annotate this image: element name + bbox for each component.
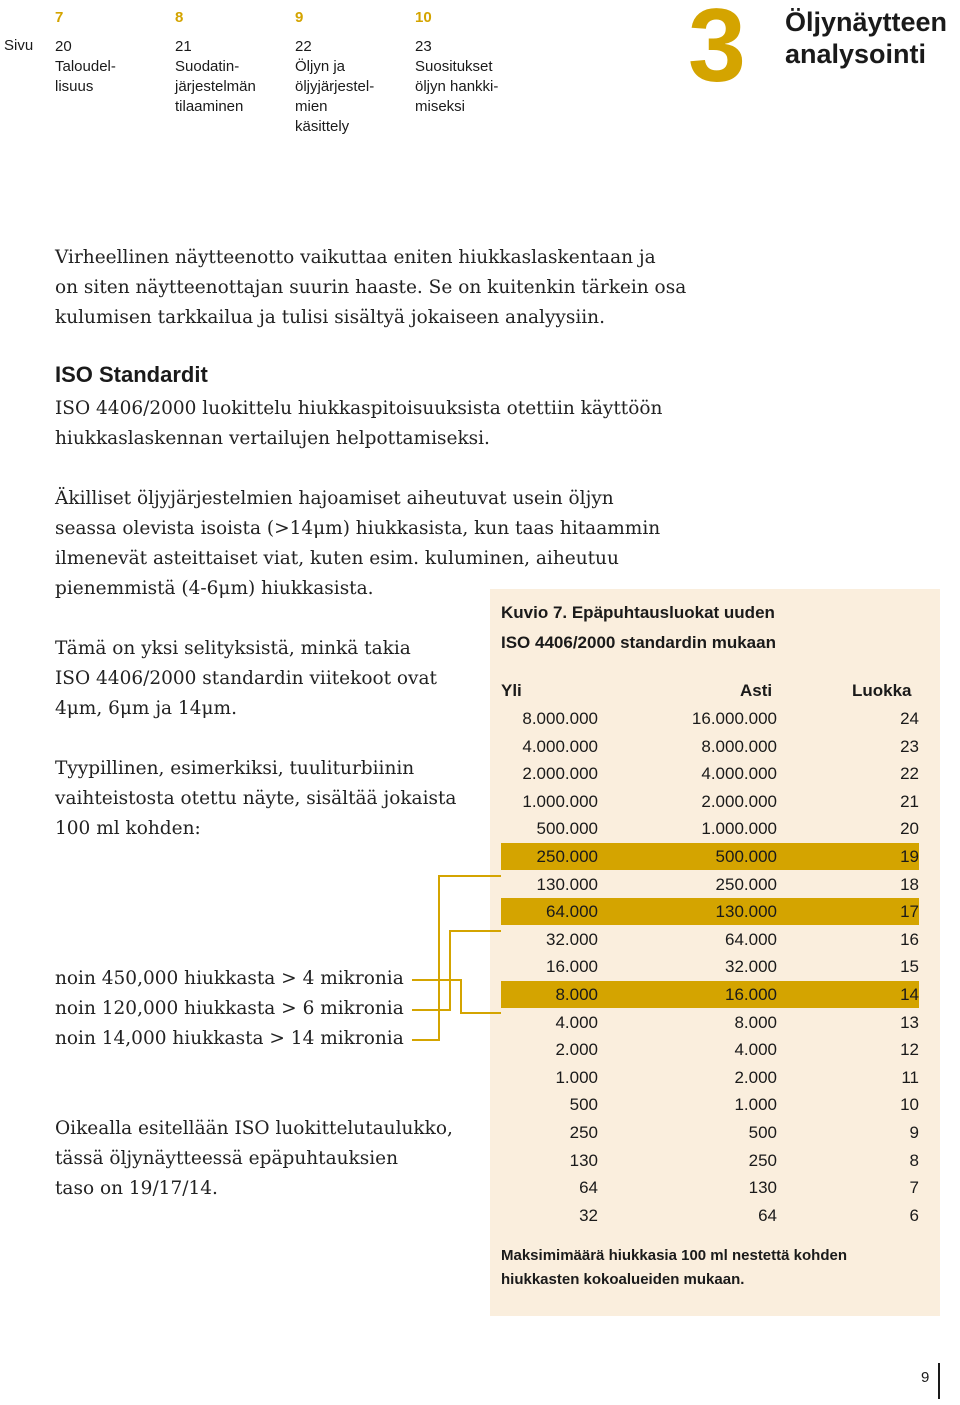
nav-page-number: 22 (295, 38, 312, 55)
cell-luokka: 15 (900, 957, 919, 977)
cell-asti: 500.000 (715, 847, 777, 866)
cell-asti: 8.000.000 (701, 736, 777, 756)
cell-yli: 4.000 (555, 1012, 598, 1032)
cell-yli: 130 (569, 1150, 598, 1170)
cell-asti: 2.000.000 (701, 791, 777, 811)
cell-asti: 130 (748, 1178, 777, 1198)
nav-chapter-title: Suositukset öljyn hankki- miseksi (415, 58, 499, 115)
connector-14um (412, 876, 501, 1040)
cell-yli: 2.000 (555, 1040, 598, 1060)
cell-yli: 2.000.000 (522, 764, 598, 784)
cell-asti: 4.000.000 (701, 764, 777, 784)
cell-luokka: 9 (909, 1123, 919, 1142)
cell-luokka: 22 (900, 764, 919, 784)
page-number: 9 (921, 1369, 930, 1386)
iso-heading: ISO Standardit (55, 362, 208, 387)
cell-luokka: 23 (900, 736, 919, 756)
conclusion-paragraph: Oikealla esitellään ISO luokittelutaulukko, tässä öljynäytteessä epäpuhtauksien taso on 19/17/14. (55, 1118, 453, 1199)
connector-4um (412, 980, 501, 1013)
failures-paragraph: Äkilliset öljyjärjestelmien hajoamiset aiheutuvat usein öljyn seassa olevista isoista (>14μm) hiukkasista, kun taas hitaammin ilmenevät asteittaiset viat, kuten esim. kuluminen, aiheutuu pienemmistä (4-6μm) hiukkasista. (55, 488, 661, 599)
chapter-title: Öljynäytteen analysointi (785, 7, 948, 69)
nav-chapter-number: 9 (295, 9, 304, 26)
cell-luokka: 13 (900, 1012, 919, 1032)
cell-luokka: 21 (900, 791, 919, 811)
sivu-label: Sivu (4, 37, 34, 54)
cell-asti: 250 (748, 1150, 777, 1170)
cell-yli: 8.000.000 (522, 709, 598, 728)
table-caption-subtitle: ISO 4406/2000 standardin mukaan (501, 633, 776, 652)
reason-paragraph: Tämä on yksi selityksistä, minkä takia ISO 4406/2000 standardin viitekoot ovat 4μm, 6μm ja 14μm. (55, 638, 437, 719)
cell-luokka: 20 (900, 819, 919, 839)
cell-luokka: 8 (909, 1150, 919, 1170)
cell-asti: 250.000 (715, 874, 777, 894)
cell-luokka: 10 (900, 1095, 919, 1115)
nav-page-number: 23 (415, 38, 432, 55)
table-caption: Kuvio 7. Epäpuhtausluokat uuden (501, 603, 775, 622)
cell-yli: 250 (569, 1123, 598, 1142)
nav-page-number: 20 (55, 38, 72, 55)
cell-asti: 32.000 (725, 957, 777, 977)
intro-paragraph: Virheellinen näytteenotto vaikuttaa eniten hiukkaslaskentaan ja on siten näytteenottajan suurin haaste. Se on kuitenkin tärkein osa kulumisen tarkkailua ja tulisi sisältyä jokaiseen analyysiin. (55, 247, 687, 328)
cell-asti: 64 (758, 1205, 777, 1225)
nav-chapter-title: Taloudel- lisuus (55, 58, 116, 95)
cell-asti: 500 (748, 1123, 777, 1142)
table-footnote: Maksimimäärä hiukkasia 100 ml nestettä kohden hiukkasten kokoalueiden mukaan. (501, 1247, 847, 1288)
cell-asti: 16.000.000 (691, 709, 777, 728)
typical-paragraph: Tyypillinen, esimerkiksi, tuuliturbiinin vaihteistosta otettu näyte, sisältää jokaista 100 ml kohden: (55, 758, 457, 839)
cell-luokka: 14 (900, 985, 919, 1004)
count-line-4um: noin 450,000 hiukkasta > 4 mikronia (55, 968, 404, 989)
cell-luokka: 17 (900, 902, 919, 922)
cell-yli: 4.000.000 (522, 736, 598, 756)
cell-luokka: 19 (900, 847, 919, 866)
nav-chapter-number: 8 (175, 9, 184, 26)
cell-asti: 2.000 (734, 1067, 777, 1087)
nav-chapter-number: 10 (415, 9, 432, 26)
cell-asti: 16.000 (725, 985, 777, 1004)
cell-asti: 4.000 (734, 1040, 777, 1060)
nav-chapter-title: Öljyn ja öljyjärjestel- mien käsittely (295, 58, 375, 135)
cell-luokka: 6 (909, 1205, 919, 1225)
cell-yli: 1.000.000 (522, 791, 598, 811)
cell-asti: 130.000 (715, 902, 777, 922)
nav-page-number: 21 (175, 38, 192, 55)
cell-luokka: 11 (901, 1067, 919, 1087)
cell-yli: 500.000 (536, 819, 598, 839)
iso-paragraph: ISO 4406/2000 luokittelu hiukkaspitoisuuksista otettiin käyttöön hiukkaslaskennan vertailujen helpottamiseksi. (55, 398, 663, 449)
count-line-14um: noin 14,000 hiukkasta > 14 mikronia (55, 1028, 404, 1049)
cell-luokka: 16 (900, 929, 919, 949)
cell-yli: 1.000 (555, 1067, 598, 1087)
cell-luokka: 24 (900, 709, 919, 728)
column-header-asti: Asti (740, 681, 773, 700)
cell-asti: 1.000 (734, 1095, 777, 1115)
cell-yli: 8.000 (555, 985, 598, 1004)
cell-asti: 8.000 (734, 1012, 777, 1032)
cell-asti: 64.000 (725, 929, 777, 949)
cell-yli: 64.000 (546, 902, 598, 922)
cell-asti: 1.000.000 (701, 819, 777, 839)
cell-yli: 32 (579, 1205, 598, 1225)
column-header-yli: Yli (501, 681, 522, 700)
cell-yli: 32.000 (546, 929, 598, 949)
cell-luokka: 18 (900, 874, 919, 894)
nav-chapter-title: Suodatin- järjestelmän tilaaminen (175, 58, 256, 115)
cell-luokka: 12 (900, 1040, 919, 1060)
cell-yli: 500 (569, 1095, 598, 1115)
count-line-6um: noin 120,000 hiukkasta > 6 mikronia (55, 998, 404, 1019)
cell-yli: 64 (579, 1178, 598, 1198)
page-number-rule (938, 1363, 940, 1399)
chapter-number: 3 (688, 0, 744, 104)
cell-yli: 130.000 (536, 874, 598, 894)
cell-yli: 16.000 (546, 957, 598, 977)
nav-chapter-number: 7 (55, 9, 64, 26)
cell-yli: 250.000 (536, 847, 598, 866)
connector-6um (412, 931, 501, 1010)
column-header-luokka: Luokka (852, 681, 912, 700)
cell-luokka: 7 (909, 1178, 919, 1198)
